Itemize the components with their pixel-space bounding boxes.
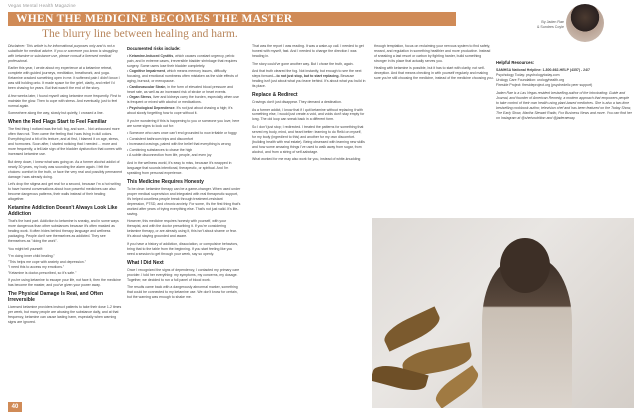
list-item-text: Consistent bathroom trips and discomfort — [129, 136, 194, 141]
paragraph: If you have a history of addiction, dissociation, or compulsive behaviors, bring that to the table from the beginning. If you start feeling like you need a session to get through your week, say so openly. — [127, 241, 239, 256]
list-item: • Increased cravings, paired with the belief that everything is wrong — [127, 142, 231, 147]
list-item: • Consistent bathroom trips and discomfort — [127, 136, 194, 141]
list-item: • A subtle disconnection from life, people, and even joy — [127, 153, 212, 158]
author-bio: Jaden Rae is a Las Vegas resident bestselling author of the Intoxicating: Guide and Journal, and founder of American Remedy, a modern approach that empowers people to take control of their own health using plant-based medicines. She is also a two-time bestselling cookbook author, television chef and has been featured on the Today Show, The Early Show, Martha Stewart Radio, Fox Business News and more. You can find her on Instagram at @sheisnutrition and @jaderaeway. — [496, 90, 632, 120]
paragraph: To be clear: ketamine therapy can be a game-changer. When used under proper medical supervision and integrated with real therapeutic support, it's helped countless people break through treatment-resistant depression, PTSD, and chronic anxiety. For some, it's the first thing that's worked after years of trying everything else. That's not just valid. It's life-saving. — [127, 186, 241, 216]
risk-label: Cardiovascular Strain — [129, 84, 166, 89]
list-item-text: A subtle disconnection from life, people, and even joy — [129, 153, 212, 158]
author-line-2: & Sundres Coyle — [537, 24, 564, 29]
plant-leaf — [380, 306, 444, 351]
risk-label: Psychological Dependence — [129, 106, 175, 111]
list-item-text: Someone who uses once can't end grounded to now irritable or foggy — [129, 131, 237, 136]
resource-item: Psychology Today: psychologytoday.com — [496, 72, 560, 77]
paragraph: Let's drop the stigma and get real for a second, because I'm a hot writing to have honest conversations about how powerful medicines can also become dangerous patterns, their walls instead of their healing altogether. — [8, 182, 121, 202]
section-heading: Replace & Redirect — [252, 91, 298, 98]
section-heading: This Medicine Requires Honesty — [127, 178, 204, 185]
risk-text: , which causes constant urgency, pelvic pain, and in extreme cases, irreversible bladder shrinkage that requires surgery. Some users lose their bladder completely. — [127, 53, 238, 68]
section-heading: Ketamine Addiction Doesn't Always Look Like Addiction — [8, 205, 118, 218]
risk-label: Ketamine-Induced Cystitis — [129, 53, 174, 58]
list-item: "I'm doing inner child healing." — [8, 254, 55, 259]
resource-item: Fireside Project: firesideproject.org (psychedelic peer support) — [496, 82, 593, 87]
list-item: • Someone who uses once can't end grounded to now irritable or foggy — [127, 131, 237, 136]
paragraph: So I don't just stop; I redirected. I treated the patterns for something that served my body, mind, and heart better: learning to do Reiki on myself, for my body (ingredient to this) and another for my own discomfort. (building health with real estate). Being obsessed with learning new skills and how some amazing things I've used to walk away from sugar, from alcohol, and from a string of self-sabotage. — [252, 125, 365, 154]
list-item: • Cardiovascular Strain, in the form of elevated blood pressure and heart rate, as well as an increased risk of stroke or heart events. — [127, 84, 233, 94]
risk-list — [127, 54, 241, 116]
column-2 — [127, 44, 241, 404]
article-photo — [372, 218, 634, 408]
column-5 — [496, 58, 632, 228]
signs-list — [127, 131, 241, 158]
quote-list — [8, 254, 122, 276]
title-banner — [8, 12, 456, 26]
paragraph: If you're wondering if this is happening to you or someone you love, here are some signs to look out for: — [127, 118, 240, 128]
risk-label: Cognitive Impairment — [129, 69, 165, 74]
section-heading: The Physical Damage Is Real, and Often Irreversible — [8, 291, 104, 304]
paragraph: Cravings don't just disappear. They demand a destination. — [252, 99, 342, 104]
paragraph: As a former addict, I know that if I quit ketamine without replacing it with something else, I would just create a void, and voids don't stay empty for long. The old loop can sneak back in a different form. — [252, 107, 365, 122]
paragraph: That's the hard part. Addiction to ketamine is sneaky, and in some ways more dangerous than other substances because it's often masked as healing work. It often hides behind therapy language and wellness packaging. People don't see themselves as addicted. They see themselves as "doing the work". — [8, 219, 119, 243]
list-item: • Ketamine-Induced Cystitis, which causes constant urgency, pelvic pain, and in extreme cases, irreversible bladder shrinkage that requires surgery. Some users lose their bladder completely. — [127, 53, 238, 68]
list-item: • Cognitive Impairment, which means memory issues, difficulty focusing, and emotional numbness often mistaken as the side effects of aging, burnout, or menopause. — [127, 69, 238, 84]
list-item: • Organ Stress, liver and kidneys carry the burden, especially when use is frequent or mixed with alcohol or medications. — [127, 95, 239, 105]
paragraph: Healing with ketamine is possible, but it has to start with clarity, not self-deception. And that means checking in with yourself regularly and making sure you're still choosing the medicine, instead of the medicine choosing you. — [374, 66, 494, 81]
article-subtitle: The blurry line between healing and harm. — [42, 28, 238, 40]
paragraph: through temptation, focus on reclaiming your nervous system to find safety, reward, and regulation in something healthier and more productive. Instead of sneaking a last resort or carbon by fighting harder, build something stronger in its place that actually serves you. — [374, 44, 491, 63]
section-heading: What I Did Next — [127, 259, 164, 266]
paragraph: If you're using ketamine to escape your life, not face it, then the medicine has become the master, and you've given your power away. — [8, 278, 121, 288]
article-title: WHEN THE MEDICINE BECOMES THE MASTER — [16, 13, 293, 25]
section-heading: Documented risks include: — [127, 46, 181, 51]
paragraph: However, this medicine requires honesty with yourself, with your therapist, and with the doctor prescribing it. If you're considering ketamine therapy, or are already using it, this isn't about shame or fear. It's about staying grounded and aware. — [127, 219, 237, 239]
risk-label: Organ Stress — [129, 95, 152, 100]
list-item-text: Combining substances to chase the high — [129, 147, 193, 152]
list-item: "This helps me cope with anxiety and depression." — [8, 259, 86, 264]
list-item: "I need this to access my emotions." — [8, 265, 65, 270]
paragraph: The results came back with a dangerously abnormal marker, something that could be connected to my ketamine use. We don't know for certain, but the warning was enough to shake me. — [127, 285, 238, 300]
paragraph: What worked for me may also work for you, instead of white-knuckling — [252, 157, 361, 162]
risk-text: , in the form of elevated blood pressure and heart rate, as well as an increased risk of stroke or heart events. — [127, 84, 233, 94]
page-number: 40 — [8, 402, 22, 412]
risk-text: , liver and kidneys carry the burden, especially when use is frequent or mixed with alcohol or medications. — [127, 95, 239, 105]
list-item: "Ketamine is doctor-prescribed, so it's safe." — [8, 270, 77, 275]
text-run: Because healing isn't just about what you leave behind. It's about what you build in its place. — [252, 74, 366, 88]
emphasis: to not just stop, but to start replacing. — [276, 74, 340, 79]
column-4 — [374, 44, 494, 214]
resources-heading: Helpful Resources: — [496, 60, 535, 65]
paragraph: Licensed ketamine providers instruct patients to take their dose 1-2 times per week, but many people are abusing the substance daily, and at that frequency, ketamine can cause lasting harm, especially when warning signs are ignored. — [8, 305, 122, 325]
paragraph — [252, 69, 366, 89]
paragraph: But deep down, I knew what was going on. As a former alcohol addict of nearly 30 years, my body was sounding the alarm again. I felt the choices: comfort in the truth, or face the very real and possibly permanent damage I was already doing. — [8, 159, 122, 179]
publication-header: Vegas Mental Health Magazine — [8, 3, 76, 8]
paragraph: Earlier this year, I wrote about my experience at a ketamine retreat, complete with guided journeys, meditation, breathwork, and yoga. Ketamine cracked something open in me. It softened pain I didn't know I was still holding onto. It made space for the grief, clarity, and relief I'd been chasing for years. But that wasn't the end of the story. — [8, 66, 120, 91]
paragraph: A few weeks later, I found myself using ketamine more frequently. First to maintain the glow. Then to cope with stress. And eventually, just to feel normal again. — [8, 93, 121, 108]
list-item: • Psychological Dependence. It's not just about chasing a high; it's about slowly forgetting how to cope without it. — [127, 106, 233, 115]
text-run: And that truth cleared the fog. Not instantly, but enough to see the next steps forward— — [252, 69, 362, 79]
paragraph: You might tell yourself: — [8, 246, 44, 251]
section-heading: When the Red Flags Start to Feel Familiar — [8, 119, 107, 126]
risk-text: . It's not just about chasing a high; it's about slowly forgetting how to cope without it. — [127, 106, 233, 115]
list-item: • Combining substances to chase the high — [127, 147, 193, 152]
risk-text: , which means memory issues, difficulty focusing, and emotional numbness often mistaken as the side effects of aging, burnout, or menopause. — [127, 69, 238, 84]
paragraph: And in the wellness world, it's easy to miss, because it's wrapped in language that sounds intentional, therapeutic, or spiritual. And I'm speaking from personal experience. — [127, 160, 232, 175]
paragraph: That was the report I was reading. It was a wake-up call. I needed to get honest with myself, fast. And I needed to change the direction I was heading in. — [252, 44, 364, 58]
person-head — [500, 238, 550, 293]
author-name — [520, 20, 564, 29]
paragraph: Once I recognized the signs of dependency, I contacted my primary care provider. I told her everything: my symptoms, my concerns, my dosage. Together, we decided to run a full panel of blood work. — [127, 267, 240, 282]
list-item-text: Increased cravings, paired with the belief that everything is wrong — [129, 142, 231, 147]
author-avatar — [566, 4, 604, 42]
author-byline — [496, 2, 634, 42]
column-1 — [8, 44, 122, 404]
paragraph: Somewhere along the way, slowly but quietly, I crossed a line. — [8, 111, 104, 116]
paragraph: The story could've gone another way. But I chose the truth, again. — [252, 61, 354, 66]
disclaimer: Disclaimer: This article is for informational purposes only and is not a substitute for medical advice. If you or someone you know is struggling with ketamine or substance use, please consult a licensed medical professional. — [8, 44, 118, 63]
author-line-1: By Jaden Rae — [541, 20, 564, 24]
resource-item: SAMHSA National Helpline: 1-800-662-HELP (4357) - 24/7 — [496, 67, 590, 72]
resource-item: Urology Care Foundation: urologyhealth.org — [496, 77, 565, 82]
column-3 — [252, 44, 366, 404]
paragraph: The first thing I noticed was the toll: fog, and sore... Not unfocused more often than not. Then came the feeling that I was living in dull colors. Everything lost a bit of its texture, and at first, I blamed it on age, stress, and hormones. Soon after, I started noticing that I needed ... more and more frequently, a tell-tale sign of the bladder dysfunction that comes with increased ketamine use. — [8, 127, 122, 157]
